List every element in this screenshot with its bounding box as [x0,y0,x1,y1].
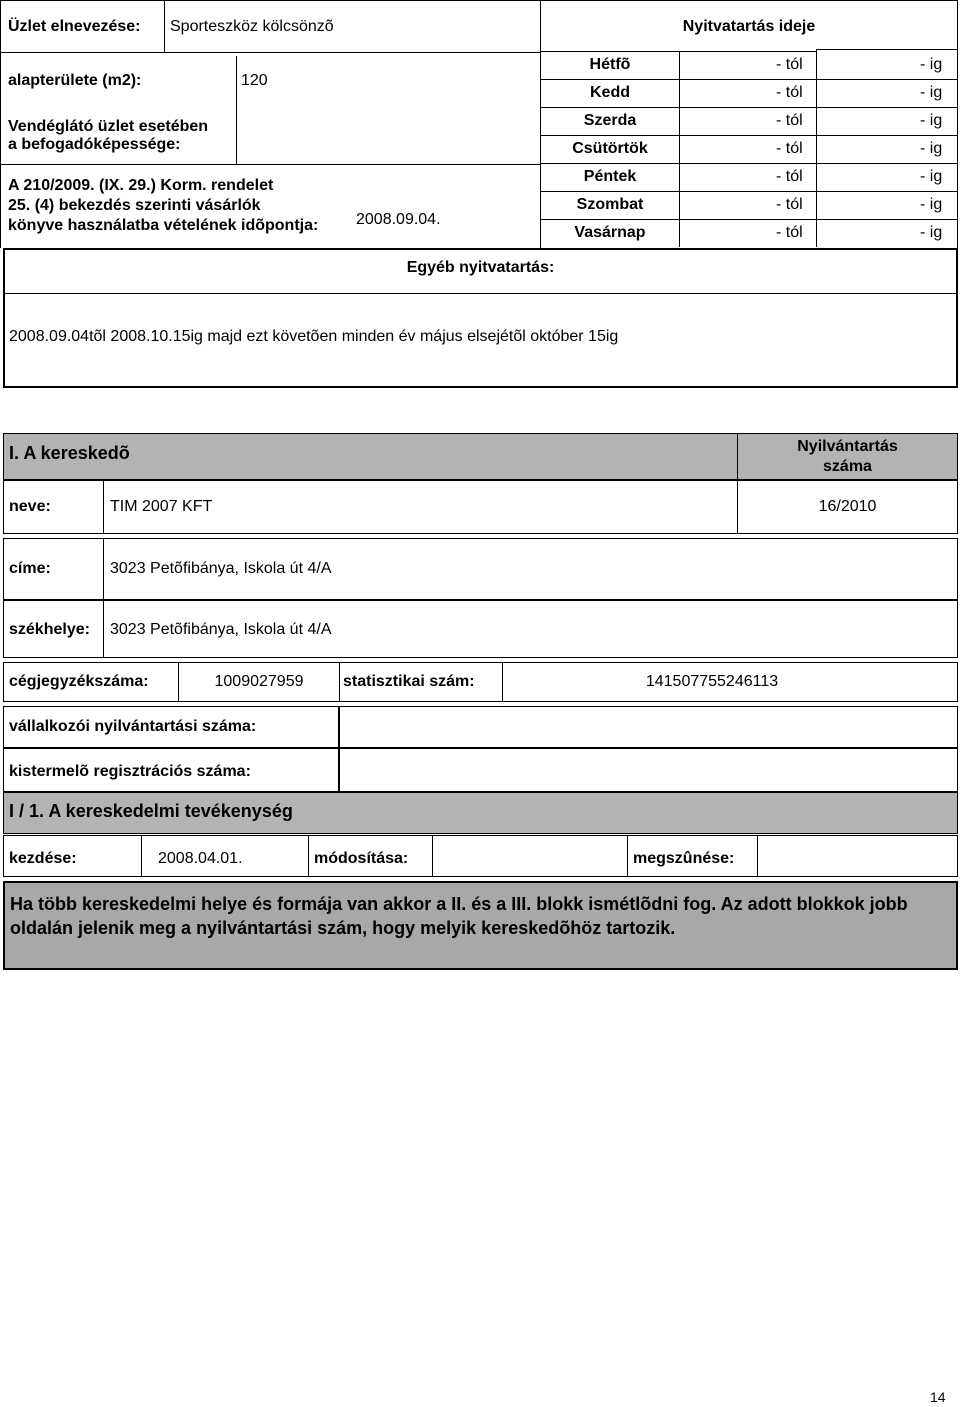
activity-end-label: megszûnése: [633,850,735,867]
company-reg-value: 1009027959 [214,673,304,690]
reg-number-value: 16/2010 [818,498,877,515]
reg-header-line2: száma [823,458,872,475]
decree-label-line1: A 210/2009. (IX. 29.) Korm. rendelet [8,177,274,194]
reg-header-line1: Nyilvántartás [797,438,898,455]
trader-name-value: TIM 2007 KFT [110,498,213,515]
entrepreneur-reg-value [339,706,958,748]
decree-date-value: 2008.09.04. [356,211,441,228]
trader-address-label: címe: [9,560,51,577]
other-hours-value: 2008.09.04tõl 2008.10.15ig majd ezt követõen minden év május elsejétõl október 15ig [9,328,619,345]
opening-from-label: - tól [776,140,803,157]
weekday-label: Hétfõ [589,56,631,73]
area-value: 120 [241,72,268,89]
stat-number-label: statisztikai szám: [343,673,475,690]
capacity-label-line2: a befogadóképessége: [8,136,181,153]
weekday-label: Csütörtök [572,140,648,157]
weekday-label: Kedd [590,84,630,101]
opening-to-label: - ig [920,196,943,213]
note-text: Ha több kereskedelmi helye és formája van akkor a II. és a III. blokk ismétlõdni fog. Az adott blokkok jobb oldalán jelenik meg a nyilvántartási szám, hogy melyik kereskedõhöz tartozik. [10,894,908,938]
stat-number-value: 141507755246113 [645,673,779,690]
trader-section-title: I. A kereskedõ [9,443,130,463]
store-name-label: Üzlet elnevezése: [8,18,141,35]
activity-start-value: 2008.04.01. [158,850,243,867]
opening-to-label: - ig [920,112,943,129]
activity-end-value [757,835,958,877]
note-box [3,881,958,970]
weekday-label: Szombat [576,196,644,213]
opening-to-label: - ig [920,168,943,185]
weekday-label: Péntek [583,168,637,185]
opening-from-label: - tól [776,84,803,101]
company-reg-label: cégjegyzékszáma: [9,673,149,690]
trader-seat-value: 3023 Petõfibánya, Iskola út 4/A [110,621,332,638]
farmer-reg-value [339,748,958,792]
opening-from-label: - tól [776,168,803,185]
trader-name-label: neve: [9,498,51,515]
decree-label-line2: 25. (4) bekezdés szerinti vásárlók [8,197,261,214]
opening-from-label: - tól [776,112,803,129]
opening-to-label: - ig [920,224,943,241]
page-number: 14 [930,1389,946,1405]
store-name-value: Sporteszköz kölcsönzõ [170,18,334,35]
trader-seat-label: székhelye: [9,621,90,638]
decree-label-line3: könyve használatba vételének idõpontja: [8,217,319,234]
activity-section-title: I / 1. A kereskedelmi tevékenység [9,801,293,821]
opening-to-label: - ig [920,84,943,101]
entrepreneur-reg-label: vállalkozói nyilvántartási száma: [9,718,257,735]
area-label: alapterülete (m2): [8,72,142,89]
other-hours-label: Egyéb nyitvatartás: [406,259,555,276]
weekday-label: Szerda [583,112,637,129]
opening-to-label: - ig [920,140,943,157]
opening-to-label: - ig [920,56,943,73]
activity-modify-label: módosítása: [314,850,409,867]
activity-start-label: kezdése: [9,850,77,867]
activity-modify-value [432,835,628,877]
opening-from-label: - tól [776,56,803,73]
opening-hours-title: Nyitvatartás ideje [682,18,816,35]
capacity-label-line1: Vendéglátó üzlet esetében [8,118,209,135]
opening-from-label: - tól [776,196,803,213]
weekday-label: Vasárnap [574,224,646,241]
farmer-reg-label: kistermelõ regisztrációs száma: [9,763,251,780]
opening-from-label: - tól [776,224,803,241]
trader-address-value: 3023 Petõfibánya, Iskola út 4/A [110,560,332,577]
